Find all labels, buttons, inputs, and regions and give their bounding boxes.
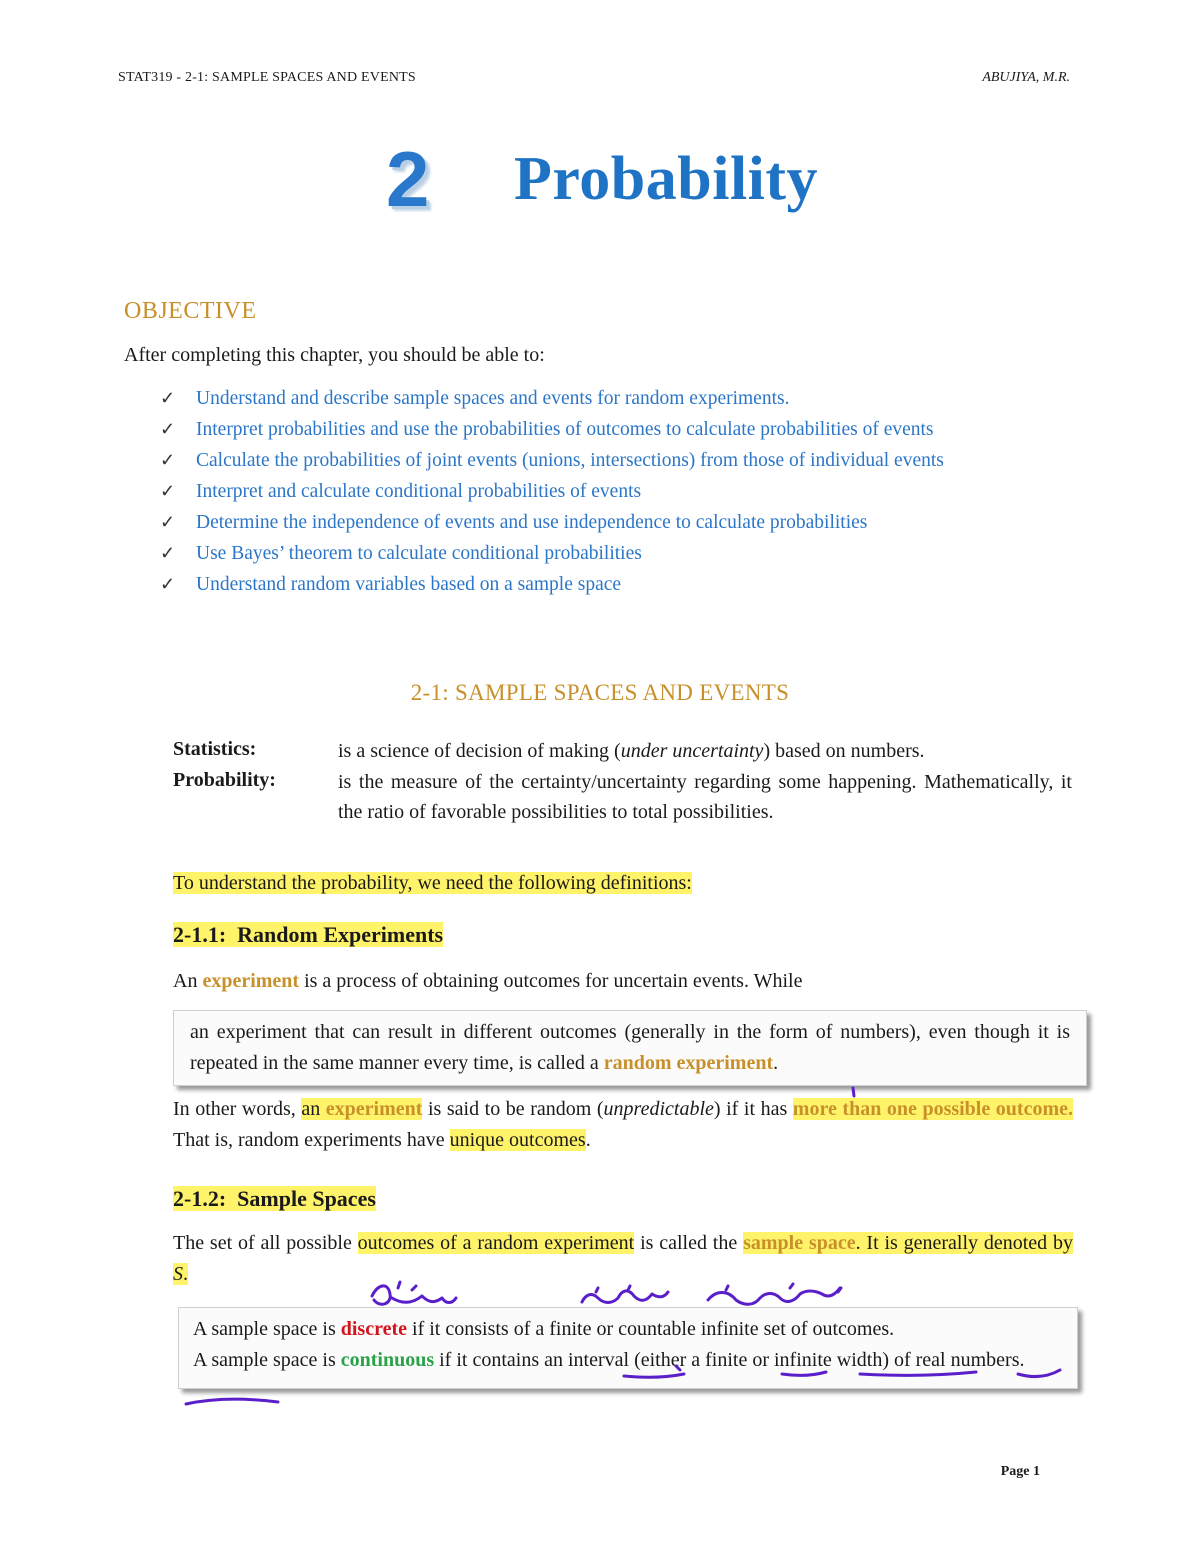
sample-space-types-box [178, 1307, 1078, 1389]
objective-intro: After completing this chapter, you should be able to: [124, 344, 545, 366]
checkmark-icon: ✓ [160, 574, 176, 594]
checkmark-icon: ✓ [160, 481, 176, 501]
page-number: Page 1 [1000, 1464, 1040, 1479]
checkmark-icon: ✓ [160, 543, 176, 563]
running-header-right: ABUJIYA, M.R. [982, 70, 1070, 85]
continuous-line: A sample space is continuous if it contains an interval (either a finite or infinite width) of real numbers. [193, 1349, 1025, 1371]
definition-statistics: is a science of decision of making (under uncertainty) based on numbers. [338, 740, 925, 762]
chapter-number: 2 [386, 135, 430, 223]
term-probability: Probability: [173, 769, 276, 791]
subsection-random-experiments: 2-1.1: Random Experiments [173, 922, 444, 947]
objective-item: ✓ Understand and describe sample spaces and events for random experiments. [160, 384, 944, 415]
random-experiment-box: an experiment that can result in different outcomes (generally in the form of numbers), even though it is repeated in the same manner every time, is called a random experiment. [173, 1010, 1087, 1086]
objective-heading: OBJECTIVE [124, 298, 257, 324]
objective-item: ✓ Calculate the probabilities of joint events (unions, intersections) from those of individual events [160, 446, 944, 477]
section-heading: 2-1: SAMPLE SPACES AND EVENTS [410, 680, 790, 705]
checkmark-icon: ✓ [160, 512, 176, 532]
subsection-sample-spaces: 2-1.2: Sample Spaces [173, 1186, 376, 1211]
running-header-left: STAT319 - 2-1: SAMPLE SPACES AND EVENTS [118, 70, 416, 85]
objective-item: ✓ Determine the independence of events and use independence to calculate probabilities [160, 508, 944, 539]
objective-item: ✓ Interpret and calculate conditional probabilities of events [160, 477, 944, 508]
checkmark-icon: ✓ [160, 419, 176, 439]
definition-probability: is the measure of the certainty/uncertainty regarding some happening. Mathematically, it the ratio of favorable possibilities to total possibilities. [338, 771, 1072, 823]
checkmark-icon: ✓ [160, 388, 176, 408]
chapter-title: Probability [514, 145, 819, 213]
random-experiment-explanation: In other words, an experiment is said to be random (unpredictable) if it has more than one possible outcome. That is, random experiments have unique outcomes. [173, 1098, 1074, 1151]
objective-item: ✓ Interpret probabilities and use the probabilities of outcomes to calculate probabilities of events [160, 415, 944, 446]
term-statistics: Statistics: [173, 738, 257, 760]
objective-list [160, 384, 944, 601]
discrete-line: A sample space is discrete if it consists of a finite or countable infinite set of outcomes. [193, 1318, 895, 1340]
objective-item: ✓ Use Bayes’ theorem to calculate conditional probabilities [160, 539, 944, 570]
experiment-definition: An experiment is a process of obtaining outcomes for uncertain events. While [173, 970, 803, 992]
ink-underline-numbers [186, 1399, 278, 1404]
checkmark-icon: ✓ [160, 450, 176, 470]
definitions-intro: To understand the probability, we need the following definitions: [173, 872, 692, 894]
objective-item: ✓ Understand random variables based on a sample space [160, 570, 944, 601]
sample-space-definition: The set of all possible outcomes of a random experiment is called the sample space. It is generally denoted by S. [173, 1232, 1073, 1285]
